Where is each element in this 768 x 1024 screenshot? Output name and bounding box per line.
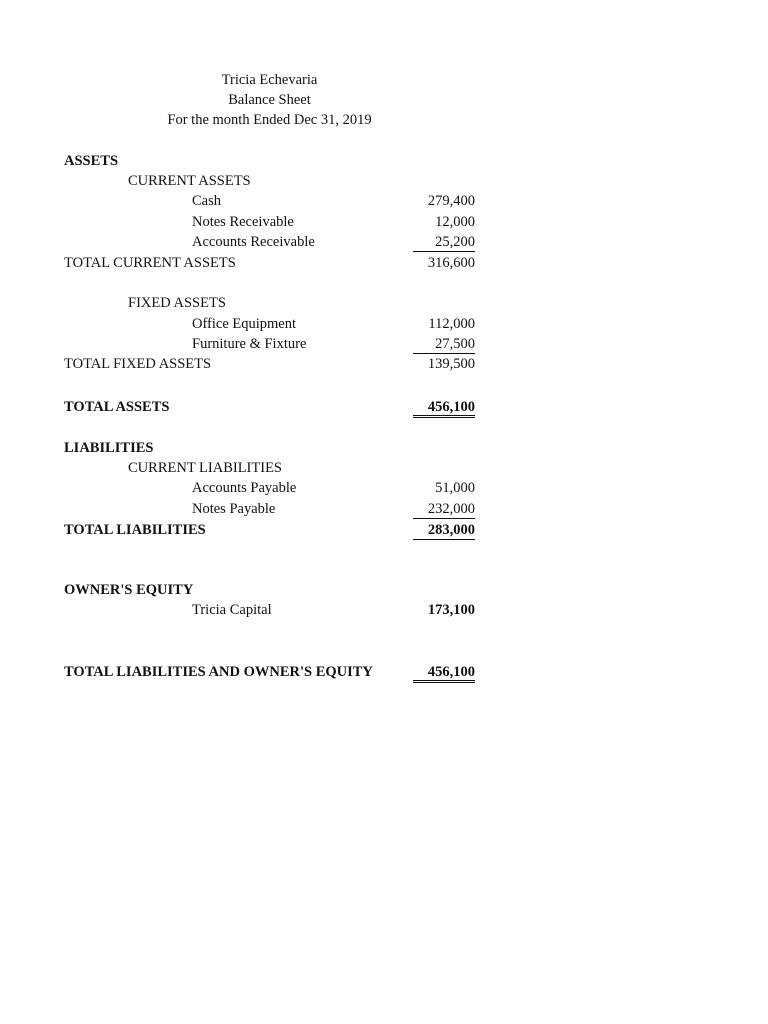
current-assets-heading: CURRENT ASSETS: [128, 173, 251, 189]
grand-total-label: TOTAL LIABILITIES AND OWNER'S EQUITY: [64, 664, 373, 680]
total-assets-amount: 456,100: [413, 397, 475, 418]
total-current-assets-amount: 316,600: [427, 255, 475, 271]
company-name: Tricia Echevaria: [221, 72, 318, 88]
total-fixed-assets-label: TOTAL FIXED ASSETS: [64, 356, 212, 372]
liabilities-heading: LIABILITIES: [64, 440, 154, 456]
line-item-amount: 279,400: [427, 193, 475, 209]
line-item-amount: 25,200: [413, 232, 475, 252]
line-item-label: Furniture & Fixture: [192, 336, 307, 352]
line-item-amount: 51,000: [435, 480, 475, 496]
fixed-assets-heading: FIXED ASSETS: [128, 295, 226, 311]
total-fixed-assets-amount: 139,500: [427, 356, 475, 372]
total-current-assets-label: TOTAL CURRENT ASSETS: [64, 255, 236, 271]
line-item-label: Notes Receivable: [192, 214, 294, 230]
statement-title: Balance Sheet: [228, 92, 311, 108]
line-item-label: Accounts Payable: [192, 480, 297, 496]
total-assets-label: TOTAL ASSETS: [64, 399, 170, 415]
grand-total-amount: 456,100: [413, 662, 475, 683]
line-item-label: Office Equipment: [192, 316, 297, 332]
owners-equity-heading: OWNER'S EQUITY: [64, 582, 194, 598]
line-item-amount: 12,000: [435, 214, 475, 230]
line-item-label: Tricia Capital: [192, 602, 272, 618]
current-liabilities-heading: CURRENT LIABILITIES: [128, 460, 282, 476]
line-item-amount: 112,000: [428, 316, 475, 332]
line-item-amount: 232,000: [413, 499, 475, 519]
line-item-label: Notes Payable: [192, 501, 276, 517]
total-liabilities-amount: 283,000: [413, 520, 475, 540]
total-liabilities-label: TOTAL LIABILITIES: [64, 522, 206, 538]
line-item-amount: 173,100: [427, 602, 475, 618]
line-item-label: Accounts Receivable: [192, 234, 315, 250]
line-item-label: Cash: [192, 193, 221, 209]
line-item-amount: 27,500: [413, 334, 475, 354]
assets-heading: ASSETS: [64, 153, 119, 169]
statement-period: For the month Ended Dec 31, 2019: [167, 112, 372, 128]
